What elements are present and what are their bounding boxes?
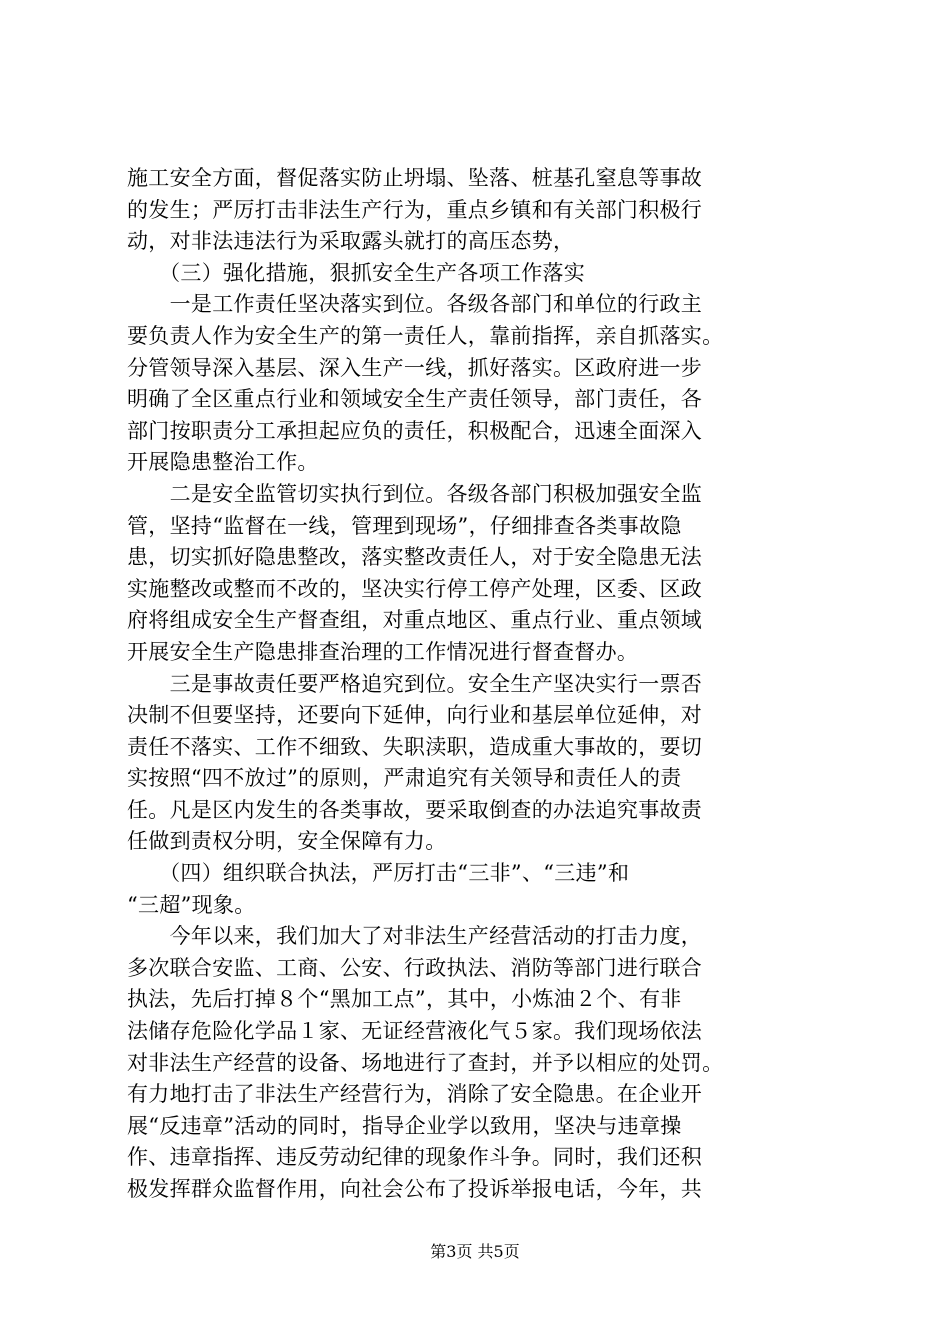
text-line: 作、违章指挥、违反劳动纪律的现象作斗争。同时，我们还积 [127, 1145, 703, 1170]
text-line: 实按照“四不放过”的原则，严肃追究有关领导和责任人的责 [127, 766, 682, 791]
text-line: 一是工作责任坚决落实到位。各级各部门和单位的行政主 [127, 292, 703, 317]
section-heading-3: （三）强化措施，狠抓安全生产各项工作落实 [127, 260, 586, 285]
text-line: 施工安全方面，督促落实防止坍塌、坠落、桩基孔窒息等事故 [127, 166, 703, 190]
text-line: 有力地打击了非法生产经营行为，消除了安全隐患。在企业开 [127, 1082, 703, 1107]
text-line: 法储存危险化学品１家、无证经营液化气５家。我们现场依法 [127, 1019, 703, 1044]
text-line: 三是事故责任要严格追究到位。安全生产坚决实行一票否 [127, 671, 703, 696]
text-line: 要负责人作为安全生产的第一责任人，靠前指挥，亲自抓落实。 [127, 323, 724, 348]
text-line: 极发挥群众监督作用，向社会公布了投诉举报电话，今年，共 [127, 1177, 703, 1201]
text-line: 展“反违章”活动的同时，指导企业学以致用，坚决与违章操 [127, 1113, 682, 1138]
text-line: 的发生；严厉打击非法生产行为，重点乡镇和有关部门积极行 [127, 197, 703, 222]
text-line: 患，切实抓好隐患整改，落实整改责任人，对于安全隐患无法 [127, 545, 703, 570]
text-line: 明确了全区重点行业和领域安全生产责任领导，部门责任，各 [127, 387, 703, 412]
text-line: 实施整改或整而不改的，坚决实行停工停产处理，区委、区政 [127, 576, 703, 601]
section-heading-4: （四）组织联合执法，严厉打击“三非”、“三违”和 [127, 861, 630, 886]
text-line: “三超”现象。 [127, 892, 256, 917]
text-line: 对非法生产经营的设备、场地进行了查封，并予以相应的处罚。 [127, 1050, 724, 1075]
text-line: 执法，先后打掉８个“黑加工点”，其中，小炼油２个、有非 [127, 987, 682, 1012]
text-line: 分管领导深入基层、深入生产一线，抓好落实。区政府进一步 [127, 355, 703, 380]
text-line: 动，对非法违法行为采取露头就打的高压态势， [127, 229, 575, 254]
page-number-footer: 第3页 共5页 [430, 1242, 520, 1261]
text-line: 今年以来，我们加大了对非法生产经营活动的打击力度， [127, 924, 703, 949]
text-line: 任。凡是区内发生的各类事故，要采取倒查的办法追究事故责 [127, 797, 703, 822]
text-line: 责任不落实、工作不细致、失职渎职，造成重大事故的，要切 [127, 734, 703, 759]
text-line: 府将组成安全生产督查组，对重点地区、重点行业、重点领域 [127, 608, 703, 633]
text-line: 部门按职责分工承担起应负的责任，积极配合，迅速全面深入 [127, 418, 703, 443]
body-text [127, 163, 833, 1206]
text-line: 管，坚持“监督在一线，管理到现场”，仔细排查各类事故隐 [127, 513, 682, 538]
text-line: 任做到责权分明，安全保障有力。 [127, 829, 447, 854]
text-line: 二是安全监管切实执行到位。各级各部门积极加强安全监 [127, 481, 703, 506]
text-line: 开展安全生产隐患排查治理的工作情况进行督查督办。 [127, 639, 639, 664]
text-line: 开展隐患整治工作。 [127, 450, 319, 475]
text-line: 决制不但要坚持，还要向下延伸，向行业和基层单位延伸，对 [127, 703, 703, 728]
text-line: 多次联合安监、工商、公安、行政执法、消防等部门进行联合 [127, 955, 703, 980]
